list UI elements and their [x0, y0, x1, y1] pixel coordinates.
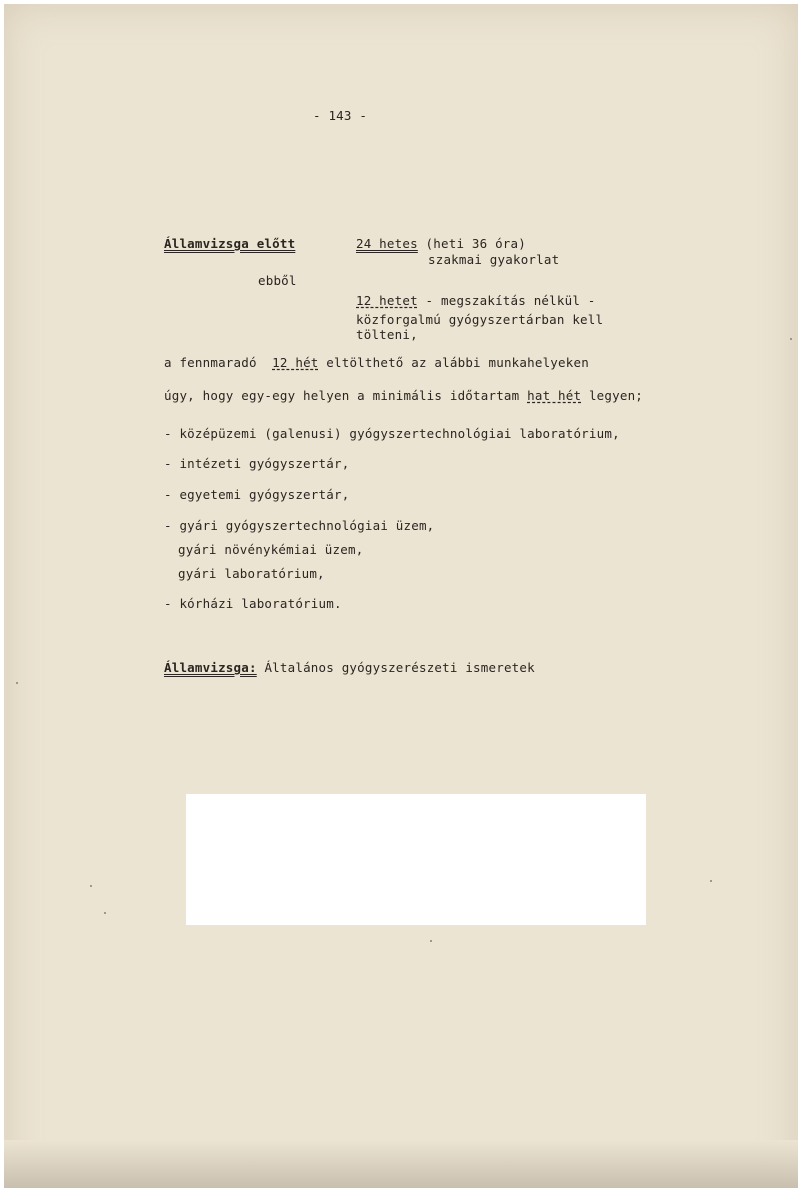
condition-line — [164, 388, 643, 404]
condition-suffix: legyen; — [588, 388, 644, 403]
list-item: - kórházi laboratórium. — [164, 596, 342, 611]
header-weeks-rest: (heti 36 óra) — [425, 236, 526, 251]
scan-speck — [104, 912, 106, 914]
document-page — [4, 4, 798, 1188]
page-number: - 143 - — [313, 108, 368, 123]
scan-speck — [430, 940, 432, 942]
scan-edge-shadow — [4, 1140, 798, 1188]
list-item: - gyári gyógyszertechnológiai üzem, — [164, 518, 435, 533]
condition-emph: hat hét — [527, 388, 582, 403]
scan-speck — [710, 880, 712, 882]
scan-speck — [16, 682, 18, 684]
list-item: gyári növénykémiai üzem, — [178, 542, 364, 557]
ebbol-label: ebből — [258, 273, 297, 288]
twelve-weeks-rest: - megszakítás nélkül - — [425, 293, 596, 308]
list-item: - intézeti gyógyszertár, — [164, 456, 350, 471]
twelve-weeks-label: 12 hetet — [356, 293, 418, 308]
scan-speck — [90, 885, 92, 887]
remaining-line — [164, 355, 589, 371]
condition-prefix: úgy, hogy egy-egy helyen a minimális időtartam — [164, 388, 520, 403]
header-weeks — [356, 236, 526, 252]
redaction-box — [186, 794, 646, 925]
header-practice: szakmai gyakorlat — [428, 252, 560, 267]
twelve-weeks-line-3: tölteni, — [356, 327, 418, 342]
header-left-label: Államvizsga előtt — [164, 236, 296, 251]
exam-label: Államvizsga: — [164, 660, 257, 675]
scan-speck — [790, 338, 792, 340]
list-item: - egyetemi gyógyszertár, — [164, 487, 350, 502]
exam-text: Általános gyógyszerészeti ismeretek — [264, 660, 535, 675]
remaining-suffix: eltölthető az alábbi munkahelyeken — [326, 355, 589, 370]
header-weeks-label: 24 hetes — [356, 236, 418, 251]
twelve-weeks-line-1 — [356, 293, 596, 309]
exam-line — [164, 660, 535, 676]
remaining-weeks: 12 hét — [272, 355, 319, 370]
twelve-weeks-line-2: közforgalmú gyógyszertárban kell — [356, 312, 604, 327]
list-item: gyári laboratórium, — [178, 566, 325, 581]
list-item: - középüzemi (galenusi) gyógyszertechnológiai laboratórium, — [164, 426, 620, 441]
remaining-prefix: a fennmaradó — [164, 355, 257, 370]
